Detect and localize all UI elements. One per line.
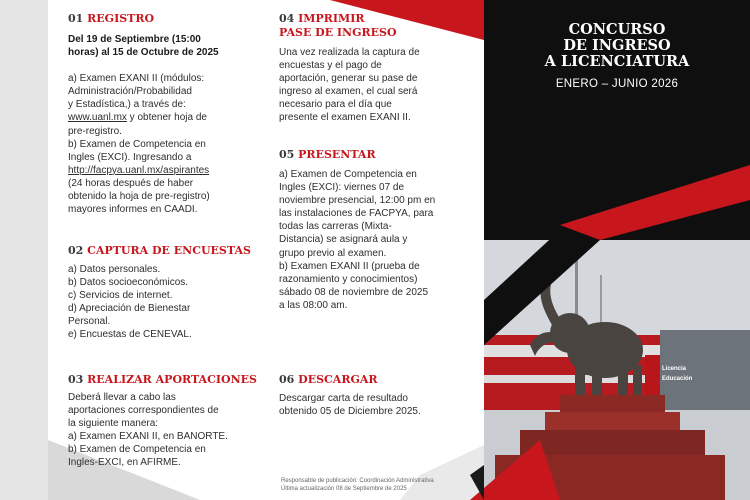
registration-dates: horas) al 15 de Octubre de 2025 — [68, 47, 219, 59]
text-line: razonamiento y conocimientos) — [279, 273, 418, 285]
text-line: Una vez realizada la captura de — [279, 47, 420, 58]
cover-title-line: CONCURSO — [568, 21, 666, 38]
text-line: obtenido la hoja de pre-registro) — [68, 191, 210, 203]
section-label: IMPRIMIR — [298, 12, 365, 25]
text-line: todas las carreras (Mixta- — [279, 221, 392, 233]
text-line: Ingles (EXCI): viernes 07 de — [279, 182, 405, 194]
facpya-link[interactable]: http://facpya.uanl.mx/aspirantes — [68, 164, 210, 176]
text-line: pre-registro. — [68, 125, 122, 137]
list-item: b) Datos socioeconómicos. — [68, 277, 189, 289]
section-04-body — [279, 46, 420, 125]
uanl-link[interactable]: www.uanl.mx — [68, 112, 127, 124]
section-06-body — [279, 392, 421, 418]
text-line: grupo previo al examen. — [279, 247, 387, 259]
section-05-body — [279, 168, 435, 312]
section-number: 05 — [279, 148, 295, 161]
text-line: a las 08:00 am. — [279, 299, 348, 311]
section-label: CAPTURA DE ENCUESTAS — [87, 244, 251, 257]
text-line: obtenido 05 de Diciembre 2025. — [279, 406, 421, 418]
text-line: la siguiente manera: — [68, 418, 159, 430]
section-04-title — [279, 12, 397, 40]
text-line: necesario para el día que — [279, 99, 392, 111]
text-line: mayores informes en CAADI. — [68, 204, 198, 216]
section-02-body — [68, 263, 192, 342]
section-number: 06 — [279, 373, 295, 386]
text-line: Administración/Probabilidad — [68, 86, 192, 98]
section-05-title — [279, 148, 376, 161]
section-03-title — [68, 373, 257, 386]
section-label: REGISTRO — [87, 12, 155, 25]
cover-title-line: DE INGRESO — [563, 37, 671, 54]
list-item: e) Encuestas de CENEVAL. — [68, 329, 192, 341]
section-number: 02 — [68, 244, 84, 257]
cover-title — [484, 22, 750, 70]
text-line: noviembre presencial, 12:00 pm en — [279, 195, 436, 207]
list-item: c) Servicios de internet. — [68, 290, 173, 302]
section-label-2: PASE DE INGRESO — [279, 26, 397, 39]
section-06-title — [279, 373, 378, 386]
text-line: Ingles (EXCI). Ingresando a — [68, 151, 192, 163]
registration-dates: Del 19 de Septiembre (15:00 — [68, 34, 201, 45]
text-line: encuestas y el pago de — [279, 60, 382, 72]
section-01-title — [68, 12, 154, 25]
section-label: REALIZAR APORTACIONES — [87, 373, 257, 386]
section-03-body — [68, 391, 228, 470]
text-line: las instalaciones de FACPYA, para — [279, 208, 434, 220]
text-line: aportaciones correspondientes de — [68, 405, 219, 417]
text-line: sábado 08 de noviembre de 2025 — [279, 286, 429, 298]
section-number: 04 — [279, 12, 295, 25]
section-label: DESCARGAR — [298, 373, 378, 386]
list-item: d) Apreciación de Bienestar — [68, 303, 191, 315]
text-line: Distancia) se asignará aula y — [279, 234, 408, 246]
text-line: b) Examen EXANI II (prueba de — [279, 260, 420, 272]
text-line: a) Examen de Competencia en — [279, 169, 417, 180]
sign-text-1: Licencia — [662, 366, 687, 372]
text-fragment: y obtener hoja de — [126, 112, 207, 124]
publication-footer — [281, 477, 434, 493]
text-line: aportación, generar su pase de — [279, 73, 418, 85]
text-line: Descargar carta de resultado — [279, 393, 408, 404]
sign-text-2: Educación — [662, 376, 693, 382]
text-line: b) Examen de Competencia en — [68, 138, 206, 150]
cover-title-line: A LICENCIATURA — [544, 53, 690, 70]
section-02-title — [68, 244, 251, 257]
list-item: a) Datos personales. — [68, 264, 161, 275]
text-line: Ingles-EXCI, en AFIRME. — [68, 457, 181, 469]
section-01-body — [68, 33, 219, 216]
list-item: Personal. — [68, 316, 111, 328]
footer-line: Última actualización 08 de Septiembre de 2025 — [281, 486, 407, 492]
footer-line: Responsable de publicación: Coordinación Administrativa — [281, 478, 434, 484]
text-line: a) Examen EXANI II (módulos: — [68, 73, 205, 85]
text-line: a) Examen EXANI II, en BANORTE. — [68, 431, 228, 443]
cover-subtitle: ENERO – JUNIO 2026 — [555, 78, 679, 90]
text-line: presente el examen EXANI II. — [279, 112, 411, 124]
section-number: 01 — [68, 12, 84, 25]
text-line: Deberá llevar a cabo las — [68, 392, 176, 403]
text-line: b) Examen de Competencia en — [68, 444, 206, 456]
text-line: y Estadística,) a través de: — [68, 99, 186, 111]
text-line: (24 horas después de haber — [68, 177, 194, 189]
text-line: ingreso al examen, el cual será — [279, 86, 418, 98]
section-label: PRESENTAR — [298, 148, 376, 161]
section-number: 03 — [68, 373, 84, 386]
text-line — [68, 111, 219, 124]
